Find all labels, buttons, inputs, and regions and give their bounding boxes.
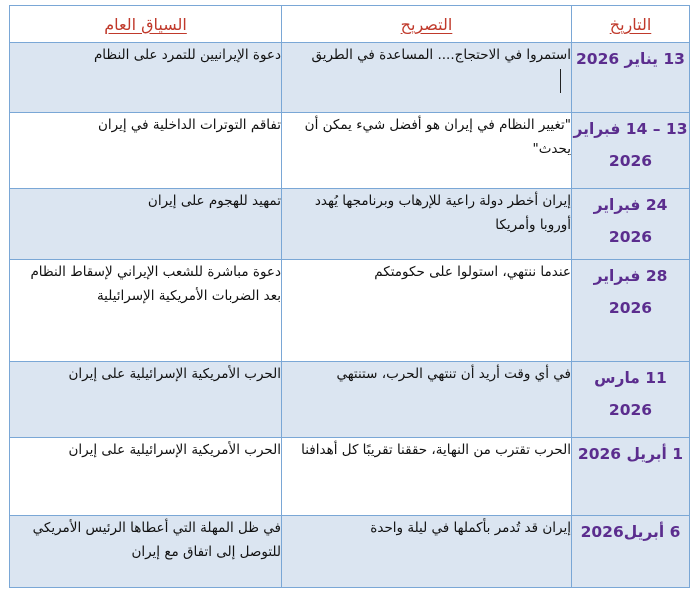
header-row: [10, 6, 690, 43]
row-statement: [282, 43, 572, 113]
text-cursor: [560, 69, 561, 93]
row-date: 24 فبراير 2026: [572, 189, 690, 260]
statements-table: [9, 5, 690, 588]
row-context: الحرب الأمريكية الإسرائيلية على إيران: [10, 438, 282, 516]
header-date-label: التاريخ: [609, 14, 652, 34]
table-row: [10, 516, 690, 588]
header-context: [10, 6, 282, 43]
row-context: تمهيد للهجوم على إيران: [10, 189, 282, 260]
row-context: الحرب الأمريكية الإسرائيلية على إيران: [10, 362, 282, 438]
row-statement: في أي وقت أريد أن تنتهي الحرب، ستنتهي: [282, 362, 572, 438]
row-statement: إيران قد تُدمر بأكملها في ليلة واحدة: [282, 516, 572, 588]
header-statement: [282, 6, 572, 43]
row-context: تفاقم التوترات الداخلية في إيران: [10, 113, 282, 189]
row-statement: إيران أخطر دولة راعية للإرهاب وبرنامجها يُهدد أوروبا وأمريكا: [282, 189, 572, 260]
row-context: دعوة مباشرة للشعب الإيراني لإسقاط النظام بعد الضربات الأمريكية الإسرائيلية: [10, 260, 282, 362]
table-row: [10, 43, 690, 113]
table-row: [10, 189, 690, 260]
header-date: [572, 6, 690, 43]
row-date: 11 مارس 2026: [572, 362, 690, 438]
row-statement: عندما ننتهي، استولوا على حكومتكم: [282, 260, 572, 362]
row-statement: الحرب تقترب من النهاية، حققنا تقريبًا كل أهدافنا: [282, 438, 572, 516]
table-row: [10, 438, 690, 516]
header-context-label: السياق العام: [104, 14, 187, 34]
table-row: [10, 260, 690, 362]
row-statement: "تغيير النظام في إيران هو أفضل شيء يمكن أن يحدث": [282, 113, 572, 189]
row-context: دعوة الإيرانيين للتمرد على النظام: [10, 43, 282, 113]
table-row: [10, 113, 690, 189]
row-date: 1 أبريل 2026: [572, 438, 690, 516]
row-context: في ظل المهلة التي أعطاها الرئيس الأمريكي للتوصل إلى اتفاق مع إيران: [10, 516, 282, 588]
table-row: [10, 362, 690, 438]
row-statement-text: استمروا في الاحتجاج.... المساعدة في الطريق: [311, 47, 571, 63]
row-date: 28 فبراير 2026: [572, 260, 690, 362]
header-statement-label: التصريح: [400, 14, 453, 34]
row-date: 6 أبريل2026: [572, 516, 690, 588]
row-date: 13 يناير 2026: [572, 43, 690, 113]
row-date: 13 – 14 فبراير 2026: [572, 113, 690, 189]
